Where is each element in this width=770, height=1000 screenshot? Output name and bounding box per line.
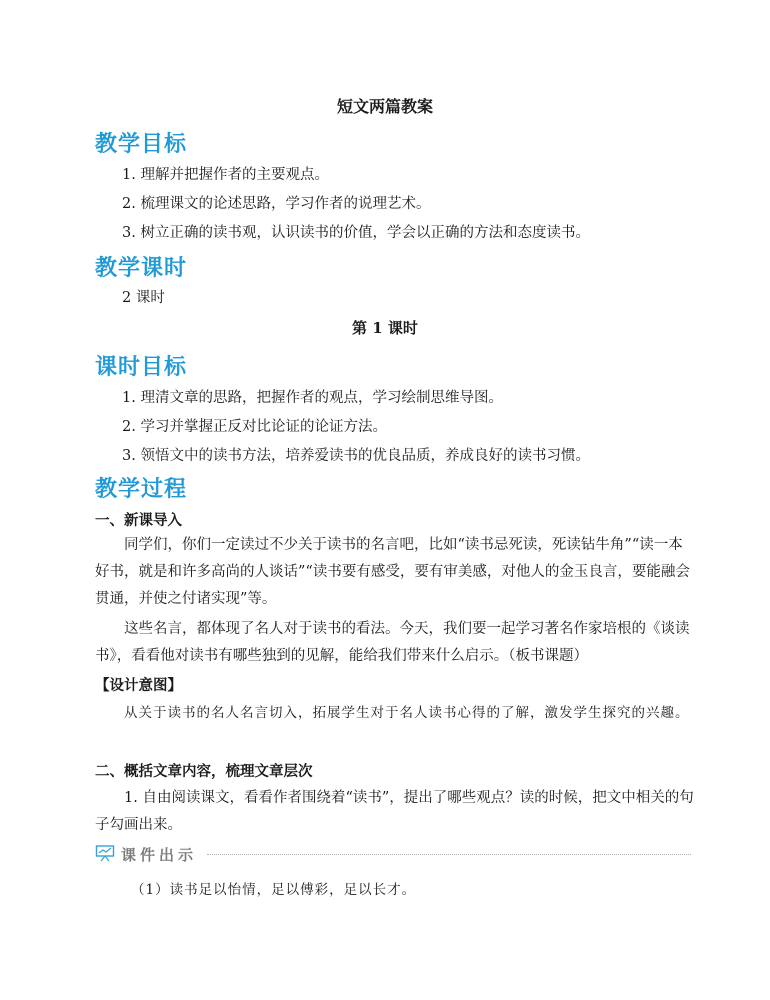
intro-paragraph: 同学们，你们一定读过不少关于读书的名言吧，比如“读书忌死读，死读钻牛角”“读一本好书，就是和许多高尚的人谈话”“读书要有感受，要有审美感，对他人的金玉良言，要能融会贯通，并使之付诸实现”等。 [95,537,690,607]
part1-title: 一、新课导入 [95,512,182,529]
courseware-quote: （1）读书足以怡情，足以傅彩，足以长才。 [131,882,417,898]
lesson-goal-item: 1. 理清文章的思路，把握作者的观点，学习绘制思维导图。 [122,390,503,406]
presentation-board-icon [95,844,115,866]
part2-title: 二、概括文章内容，梳理文章层次 [95,763,313,780]
design-intent-text: 从关于读书的名人名言切入，拓展学生对于名人读书心得的了解，激发学生探究的兴趣。 [124,705,690,721]
courseware-label: 课件出示 [121,846,198,864]
section-heading-teaching-process: 教学过程 [95,477,188,502]
reading-task-paragraph: 1. 自由阅读课文，看看作者围绕着“读书”，提出了哪些观点？读的时候，把文中相关的句子勾画出来。 [95,790,694,833]
section-heading-class-hours: 教学课时 [95,256,188,281]
lesson-title: 第 1 课时 [352,319,418,337]
section-heading-teaching-goals: 教学目标 [95,132,188,157]
section-heading-lesson-goals: 课时目标 [95,355,188,380]
goal-item: 2. 梳理课文的论述思路，学习作者的说理艺术。 [122,196,431,212]
goal-item: 3. 树立正确的读书观，认识读书的价值，学会以正确的方法和态度读书。 [122,225,590,241]
intro-paragraph: 这些名言，都体现了名人对于读书的看法。今天，我们要一起学习著名作家培根的《谈读书》，看看他对读书有哪些独到的见解，能给我们带来什么启示。（板书课题） [95,621,690,664]
courseware-banner [95,844,691,864]
class-hours-text: 2 课时 [122,290,165,306]
goal-item: 1. 理解并把握作者的主要观点。 [122,167,329,183]
design-intent-label: 【设计意图】 [95,677,182,694]
lesson-goal-item: 3. 领悟文中的读书方法，培养爱读书的优良品质，养成良好的读书习惯。 [122,448,590,464]
dotted-divider [207,854,691,855]
lesson-goal-item: 2. 学习并掌握正反对比论证的论证方法。 [122,419,387,435]
document-title: 短文两篇教案 [336,97,433,116]
